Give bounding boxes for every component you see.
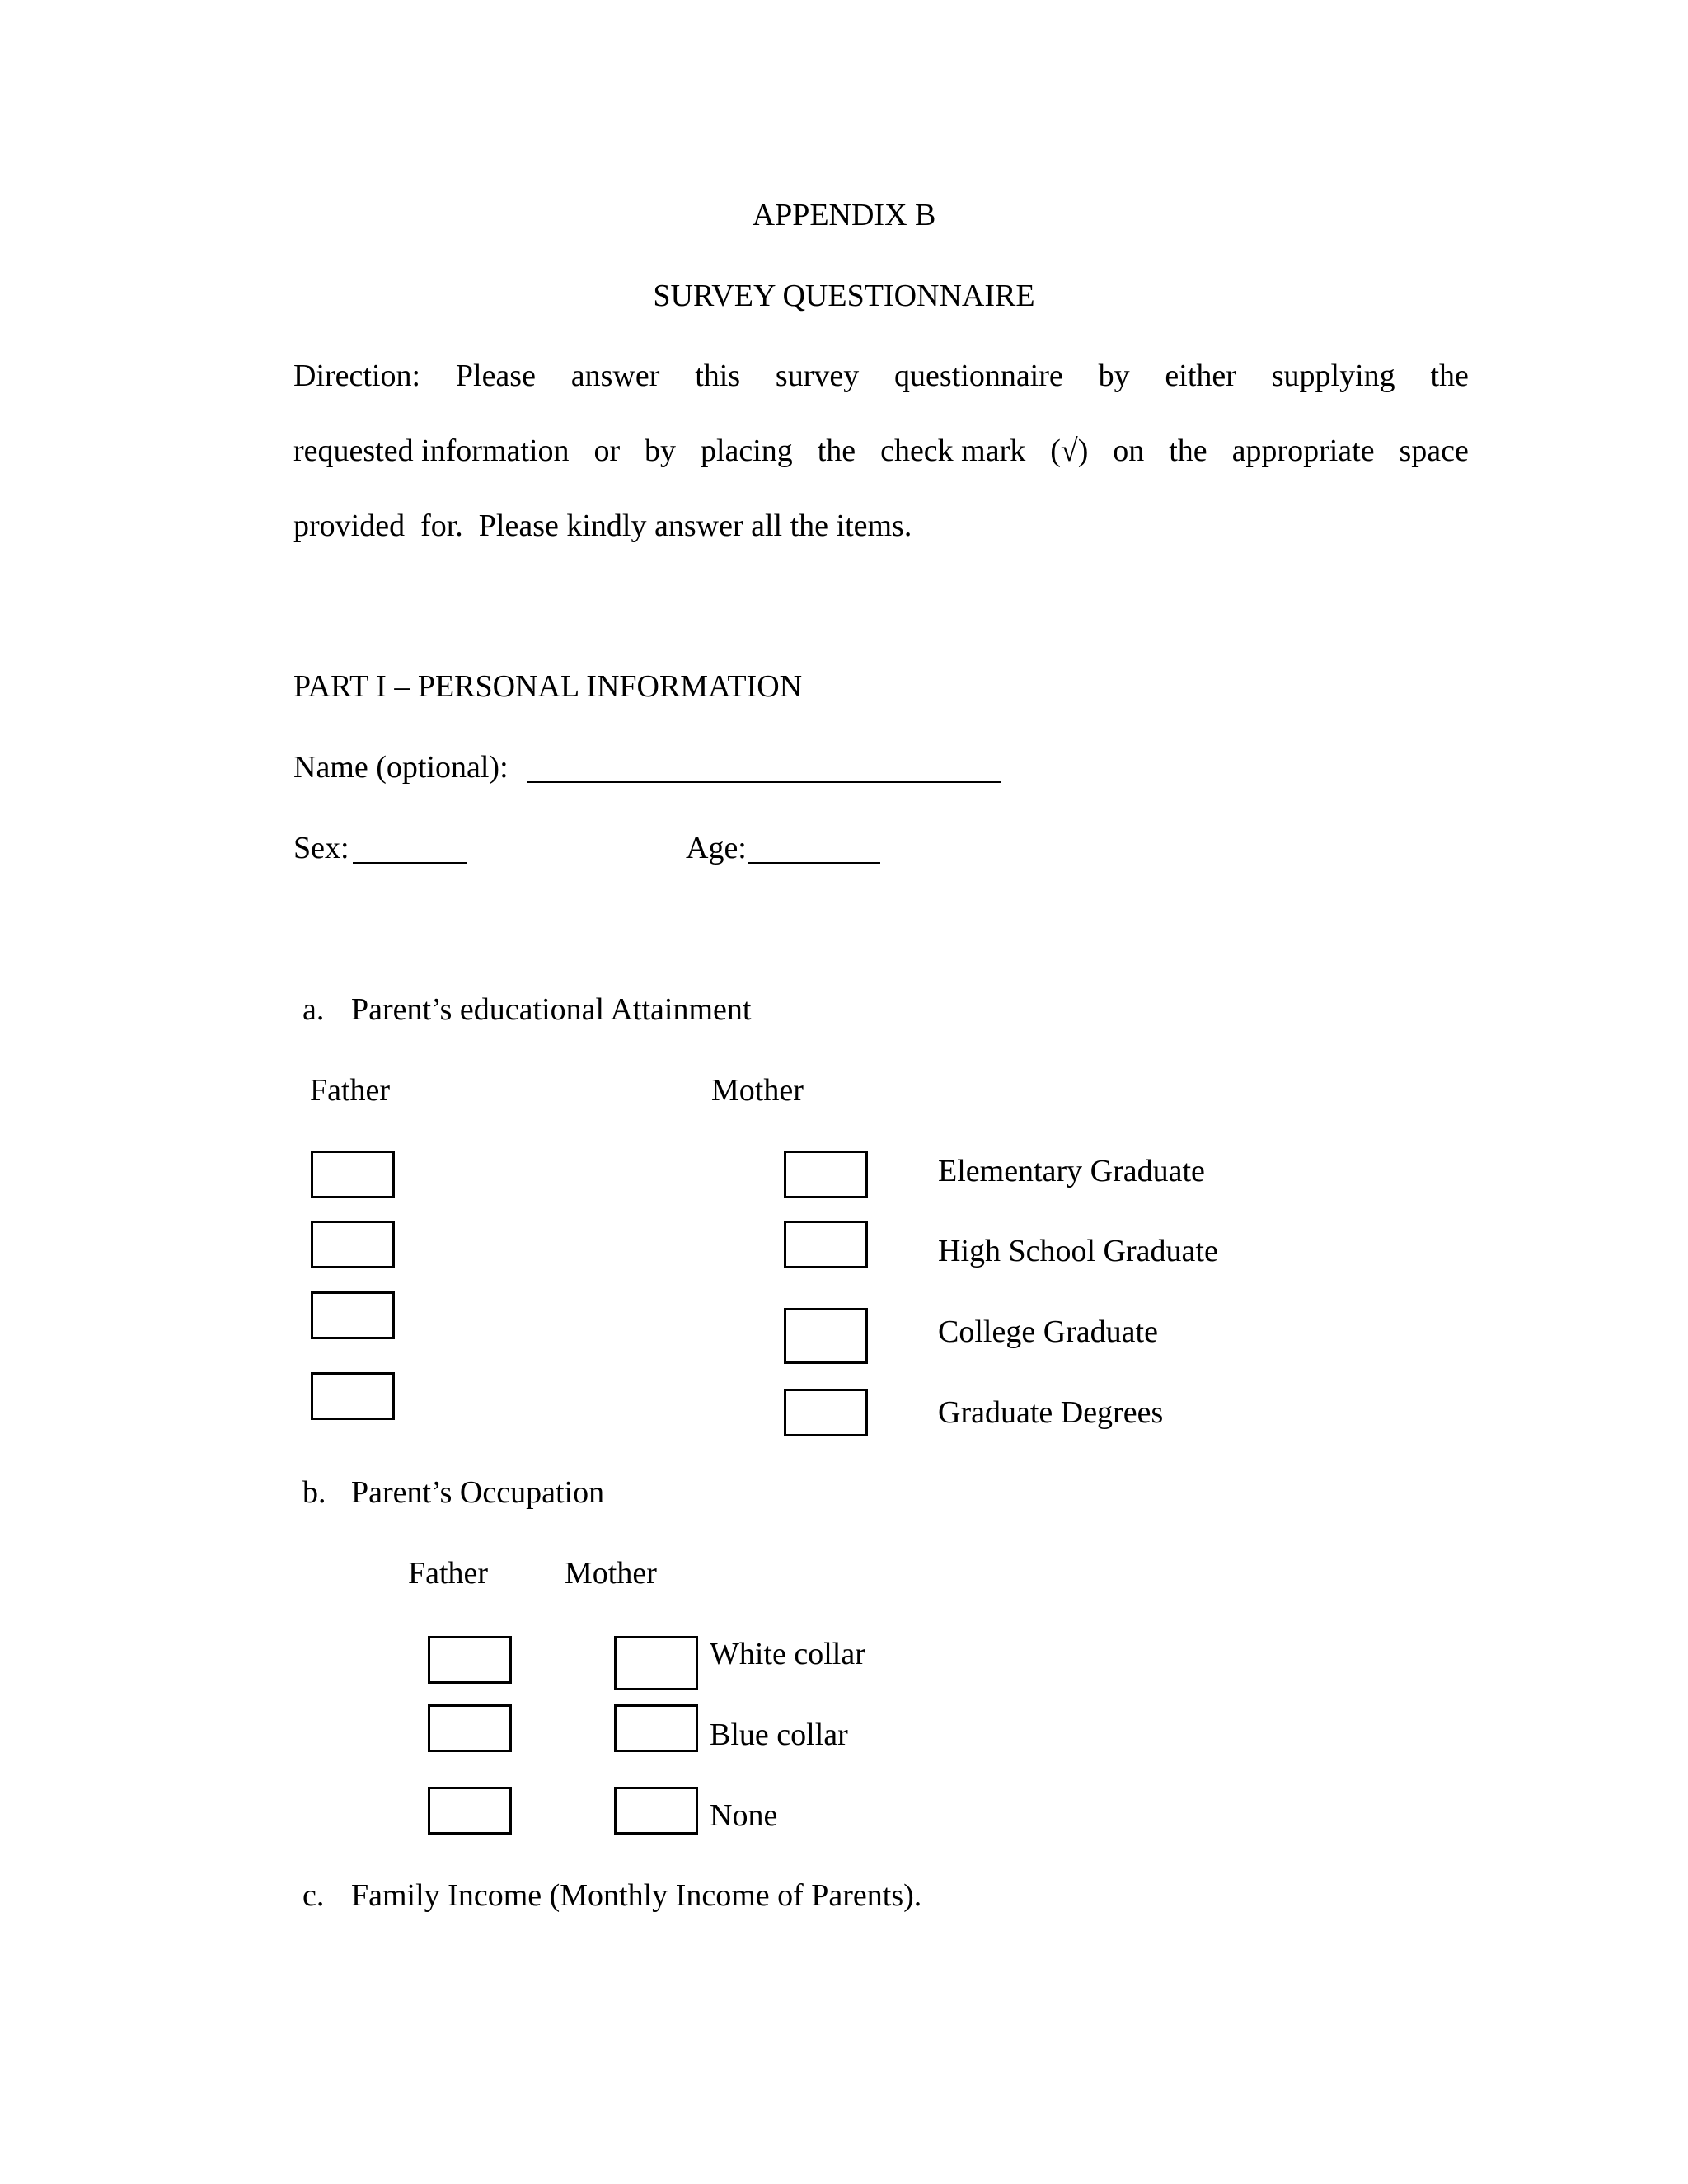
option-college-graduate: College Graduate	[938, 1315, 1158, 1349]
option-graduate-degrees: Graduate Degrees	[938, 1395, 1164, 1430]
name-label: Name (optional):	[293, 750, 509, 785]
father-white-collar-checkbox[interactable]	[428, 1636, 512, 1684]
sex-input-line[interactable]	[353, 862, 467, 864]
section-a-father-label: Father	[310, 1073, 391, 1108]
direction-word: the	[1169, 434, 1207, 468]
section-c-title: Family Income (Monthly Income of Parents).	[351, 1878, 922, 1913]
mother-highschool-checkbox[interactable]	[784, 1221, 868, 1268]
direction-word: either	[1165, 359, 1236, 393]
option-elementary-graduate: Elementary Graduate	[938, 1154, 1205, 1188]
direction-word: the	[817, 434, 856, 468]
mother-college-checkbox[interactable]	[784, 1308, 868, 1364]
section-a-mother-label: Mother	[711, 1073, 804, 1108]
direction-word: or	[593, 434, 621, 468]
direction-word: requested information	[293, 434, 570, 468]
father-blue-collar-checkbox[interactable]	[428, 1704, 512, 1752]
direction-word: the	[1430, 359, 1469, 393]
direction-word: Direction:	[293, 359, 421, 393]
direction-word: survey	[775, 359, 860, 393]
mother-graduate-degrees-checkbox[interactable]	[784, 1389, 868, 1436]
direction-word: this	[695, 359, 741, 393]
direction-line-2	[293, 435, 1469, 466]
direction-word: appropriate	[1231, 434, 1375, 468]
direction-line-1	[293, 360, 1469, 391]
survey-title: SURVEY QUESTIONNAIRE	[653, 279, 1035, 313]
section-c-marker: c.	[302, 1878, 325, 1913]
option-high-school-graduate: High School Graduate	[938, 1234, 1218, 1268]
section-b-father-label: Father	[408, 1556, 489, 1591]
section-b-mother-label: Mother	[565, 1556, 657, 1591]
age-label: Age:	[686, 831, 747, 865]
father-graduate-degrees-checkbox[interactable]	[311, 1372, 395, 1420]
direction-word: check mark	[880, 434, 1026, 468]
option-none: None	[710, 1798, 778, 1833]
direction-word: supplying	[1271, 359, 1395, 393]
direction-word: questionnaire	[894, 359, 1063, 393]
father-elementary-checkbox[interactable]	[311, 1151, 395, 1198]
name-input-line[interactable]	[528, 781, 1001, 783]
appendix-title: APPENDIX B	[752, 198, 936, 232]
direction-line-3: provided for. Please kindly answer all the items.	[293, 509, 912, 543]
father-college-checkbox[interactable]	[311, 1291, 395, 1339]
section-a-marker: a.	[302, 992, 325, 1027]
mother-blue-collar-checkbox[interactable]	[614, 1704, 698, 1752]
age-input-line[interactable]	[748, 862, 880, 864]
father-none-checkbox[interactable]	[428, 1787, 512, 1835]
option-white-collar: White collar	[710, 1637, 865, 1671]
direction-word: by	[1098, 359, 1130, 393]
direction-word: placing	[700, 434, 793, 468]
direction-word: by	[645, 434, 677, 468]
direction-word: on	[1113, 434, 1145, 468]
part1-heading: PART I – PERSONAL INFORMATION	[293, 669, 803, 704]
section-b-marker: b.	[302, 1475, 326, 1510]
mother-none-checkbox[interactable]	[614, 1787, 698, 1835]
father-highschool-checkbox[interactable]	[311, 1221, 395, 1268]
mother-elementary-checkbox[interactable]	[784, 1151, 868, 1198]
section-a-title: Parent’s educational Attainment	[351, 992, 752, 1027]
direction-word: space	[1399, 434, 1469, 468]
mother-white-collar-checkbox[interactable]	[614, 1636, 698, 1690]
direction-word: answer	[570, 359, 660, 393]
option-blue-collar: Blue collar	[710, 1718, 848, 1752]
sex-label: Sex:	[293, 831, 349, 865]
direction-word: (√)	[1050, 434, 1089, 468]
direction-word: Please	[455, 359, 536, 393]
section-b-title: Parent’s Occupation	[351, 1475, 605, 1510]
